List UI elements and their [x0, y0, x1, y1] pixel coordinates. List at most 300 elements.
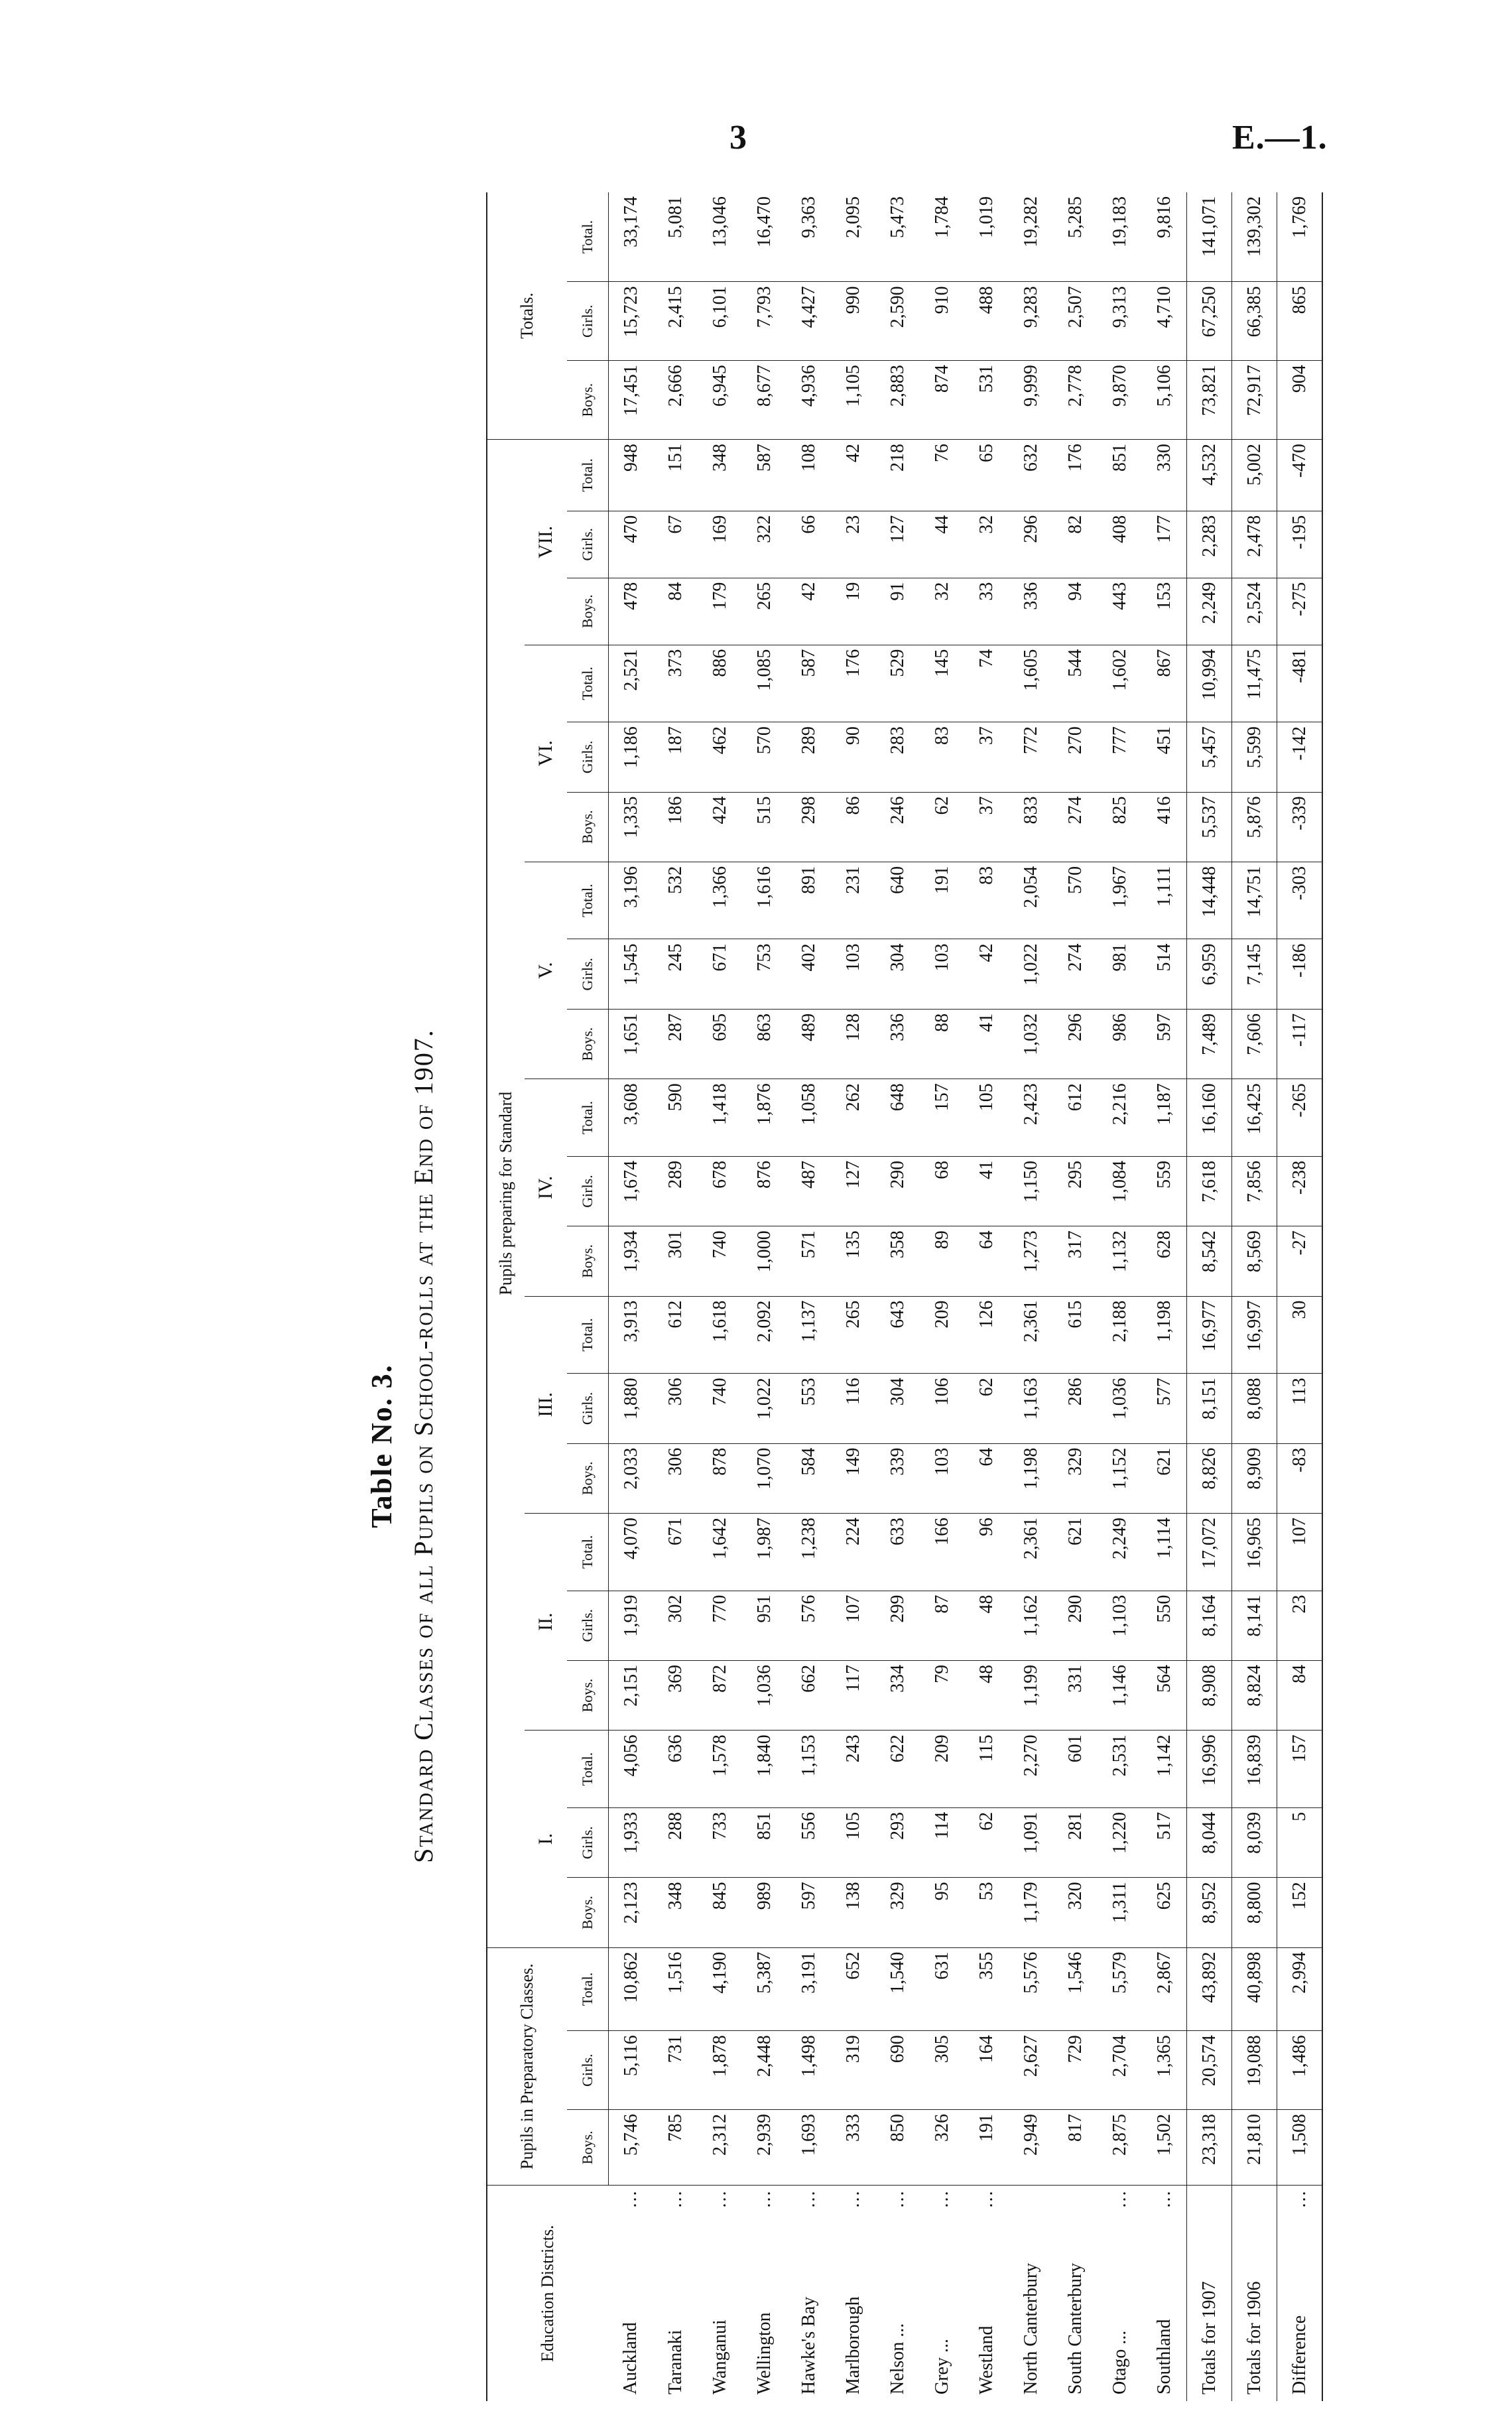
table-cell: 306 — [653, 1443, 698, 1513]
table-cell: 652 — [831, 1947, 875, 2031]
table-cell: 84 — [653, 578, 698, 645]
table-cell: 424 — [698, 792, 742, 862]
table-cell: 1,540 — [875, 1947, 920, 2031]
table-cell: 1,769 — [1277, 192, 1323, 282]
table-cell: 5,576 — [1009, 1947, 1053, 2031]
table-cell: 14,448 — [1187, 862, 1232, 939]
table-cell: 489 — [787, 1009, 831, 1079]
standard-4-header: IV. — [525, 1079, 567, 1296]
table-cell: 289 — [787, 722, 831, 792]
rotated-table-block — [328, 192, 1356, 2401]
table-cell: 9,313 — [1098, 282, 1142, 361]
table-cell: 16,977 — [1187, 1296, 1232, 1374]
district-name — [742, 2186, 787, 2401]
table-cell: -275 — [1277, 578, 1323, 645]
table-cell: 7,618 — [1187, 1156, 1232, 1226]
table-cell: 326 — [920, 2110, 964, 2186]
table-cell: 3,191 — [787, 1947, 831, 2031]
table-cell: 1,486 — [1277, 2031, 1323, 2110]
district-name — [1009, 2186, 1053, 2401]
table-cell: 470 — [609, 511, 654, 578]
table-cell: 1,187 — [1142, 1079, 1187, 1157]
table-cell: 105 — [831, 1807, 875, 1877]
table-title: Table No. 3. — [365, 1364, 398, 1528]
table-cell: 872 — [698, 1660, 742, 1730]
table-cell: 4,070 — [609, 1513, 654, 1591]
table-cell: 989 — [742, 1878, 787, 1947]
table-cell: 1,186 — [609, 722, 654, 792]
table-cell: 1,199 — [1009, 1660, 1053, 1730]
district-name — [964, 2186, 1009, 2401]
table-cell: 4,427 — [787, 282, 831, 361]
leader-dots: ... — [1289, 2190, 1310, 2208]
table-cell: 48 — [964, 1660, 1009, 1730]
table-cell: 336 — [875, 1009, 920, 1079]
table-cell: 628 — [1142, 1226, 1187, 1296]
table-cell: 1,084 — [1098, 1156, 1142, 1226]
table-cell: 5,081 — [653, 192, 698, 282]
table-cell: 15,723 — [609, 282, 654, 361]
table-cell: 2,478 — [1232, 511, 1277, 578]
table-cell: 91 — [875, 578, 920, 645]
leader-dots: ... — [664, 2190, 686, 2208]
table-cell: 5,387 — [742, 1947, 787, 2031]
table-cell: 176 — [831, 645, 875, 722]
table-cell: 948 — [609, 439, 654, 511]
table-cell: 845 — [698, 1878, 742, 1947]
table-cell: 612 — [1053, 1079, 1098, 1157]
table-cell: 1,311 — [1098, 1878, 1142, 1947]
table-cell: 296 — [1009, 511, 1053, 578]
table-cell: 53 — [964, 1878, 1009, 1947]
table-cell: 288 — [653, 1807, 698, 1877]
table-cell: 8,800 — [1232, 1878, 1277, 1947]
table-cell: 1,162 — [1009, 1591, 1053, 1660]
table-cell: 10,994 — [1187, 645, 1232, 722]
table-cell: 2,361 — [1009, 1296, 1053, 1374]
table-cell: 1,022 — [1009, 939, 1053, 1009]
table-cell: 23,318 — [1187, 2110, 1232, 2186]
table-cell: 103 — [831, 939, 875, 1009]
table-cell: 274 — [1053, 939, 1098, 1009]
table-cell: 1,335 — [609, 792, 654, 862]
table-cell: 1,498 — [787, 2031, 831, 2110]
table-cell: 37 — [964, 792, 1009, 862]
table-cell: 89 — [920, 1226, 964, 1296]
table-cell: 1,150 — [1009, 1156, 1053, 1226]
table-cell: 817 — [1053, 2110, 1098, 2186]
table-cell: 2,627 — [1009, 2031, 1053, 2110]
table-cell: 587 — [742, 439, 787, 511]
table-cell: -117 — [1277, 1009, 1323, 1079]
table-cell: 733 — [698, 1807, 742, 1877]
table-cell: 20,574 — [1187, 2031, 1232, 2110]
table-cell: 1,545 — [609, 939, 654, 1009]
table-cell: 621 — [1142, 1443, 1187, 1513]
table-cell: 369 — [653, 1660, 698, 1730]
table-cell: 1,618 — [698, 1296, 742, 1374]
table-cell: 1,036 — [742, 1660, 787, 1730]
table-cell: 1,502 — [1142, 2110, 1187, 2186]
table-cell: 612 — [653, 1296, 698, 1374]
page-number: 3 — [729, 119, 747, 157]
table-cell: 44 — [920, 511, 964, 578]
table-cell: 333 — [831, 2110, 875, 2186]
standard-classes-table — [486, 192, 1323, 2401]
table-cell: 2,524 — [1232, 578, 1277, 645]
table-cell: 290 — [875, 1156, 920, 1226]
table-cell: 1,091 — [1009, 1807, 1053, 1877]
table-cell: 16,425 — [1232, 1079, 1277, 1157]
table-cell: 90 — [831, 722, 875, 792]
table-cell: 951 — [742, 1591, 787, 1660]
table-cell: 48 — [964, 1591, 1009, 1660]
table-cell: 320 — [1053, 1878, 1098, 1947]
table-cell: 32 — [920, 578, 964, 645]
table-cell: 117 — [831, 1660, 875, 1730]
girls-subheader: Girls. — [567, 2031, 609, 2110]
table-cell: 740 — [698, 1374, 742, 1443]
table-cell: 825 — [1098, 792, 1142, 862]
table-cell: 1,153 — [787, 1731, 831, 1808]
table-cell: 891 — [787, 862, 831, 939]
table-cell: 33 — [964, 578, 1009, 645]
table-cell: 851 — [742, 1807, 787, 1877]
table-cell: 358 — [875, 1226, 920, 1296]
table-cell: 306 — [653, 1374, 698, 1443]
table-cell: 32 — [964, 511, 1009, 578]
table-cell: 878 — [698, 1443, 742, 1513]
table-cell: 128 — [831, 1009, 875, 1079]
table-cell: 1,032 — [1009, 1009, 1053, 1079]
table-cell: 4,056 — [609, 1731, 654, 1808]
total-subheader: Total. — [567, 862, 609, 939]
table-cell: 334 — [875, 1660, 920, 1730]
table-cell: 164 — [964, 2031, 1009, 2110]
table-cell: 95 — [920, 1878, 964, 1947]
table-cell: 640 — [875, 862, 920, 939]
table-cell: 245 — [653, 939, 698, 1009]
table-cell: 2,883 — [875, 361, 920, 440]
table-cell: 64 — [964, 1443, 1009, 1513]
table-cell: 590 — [653, 1079, 698, 1157]
district-name — [1098, 2186, 1142, 2401]
table-cell: 7,489 — [1187, 1009, 1232, 1079]
table-cell: 1,880 — [609, 1374, 654, 1443]
table-cell: -195 — [1277, 511, 1323, 578]
boys-subheader: Boys. — [567, 1009, 609, 1079]
table-cell: 8,542 — [1187, 1226, 1232, 1296]
table-cell: 289 — [653, 1156, 698, 1226]
table-cell: 336 — [1009, 578, 1053, 645]
table-cell: 833 — [1009, 792, 1053, 862]
table-cell: 40,898 — [1232, 1947, 1277, 2031]
table-cell: 83 — [920, 722, 964, 792]
table-cell: 753 — [742, 939, 787, 1009]
standard-5-header: V. — [525, 862, 567, 1079]
table-cell: 141,071 — [1187, 192, 1232, 282]
table-cell: 1,616 — [742, 862, 787, 939]
table-cell: 16,965 — [1232, 1513, 1277, 1591]
table-cell: 1,137 — [787, 1296, 831, 1374]
table-cell: 8,569 — [1232, 1226, 1277, 1296]
table-cell: 16,160 — [1187, 1079, 1232, 1157]
district-name — [1142, 2186, 1187, 2401]
table-cell: 1,238 — [787, 1513, 831, 1591]
table-cell: 246 — [875, 792, 920, 862]
table-cell: 301 — [653, 1226, 698, 1296]
table-cell: 23 — [1277, 1591, 1323, 1660]
standard-3-header: III. — [525, 1296, 567, 1513]
table-cell: 1,674 — [609, 1156, 654, 1226]
table-row — [1277, 192, 1323, 2401]
table-cell: 17,451 — [609, 361, 654, 440]
table-cell: 443 — [1098, 578, 1142, 645]
table-cell: 6,959 — [1187, 939, 1232, 1009]
table-cell: 317 — [1053, 1226, 1098, 1296]
table-cell: 21,810 — [1232, 2110, 1277, 2186]
district-name — [653, 2186, 698, 2401]
standard-2-header: II. — [525, 1513, 567, 1730]
table-cell: 402 — [787, 939, 831, 1009]
table-cell: 1,642 — [698, 1513, 742, 1591]
table-cell: 695 — [698, 1009, 742, 1079]
table-cell: 107 — [1277, 1513, 1323, 1591]
table-cell: 66,385 — [1232, 282, 1277, 361]
table-cell: 571 — [787, 1226, 831, 1296]
boys-subheader: Boys. — [567, 361, 609, 440]
table-cell: 86 — [831, 792, 875, 862]
table-cell: 113 — [1277, 1374, 1323, 1443]
district-label: Wanganui — [709, 2320, 730, 2394]
table-cell: 1,103 — [1098, 1591, 1142, 1660]
table-cell: 678 — [698, 1156, 742, 1226]
girls-subheader: Girls. — [567, 1591, 609, 1660]
table-cell: 151 — [653, 439, 698, 511]
table-row — [742, 192, 787, 2401]
table-row — [1187, 192, 1232, 2401]
table-row — [1053, 192, 1098, 2401]
table-cell: 2,666 — [653, 361, 698, 440]
table-cell: 16,839 — [1232, 1731, 1277, 1808]
table-cell: 348 — [698, 439, 742, 511]
table-cell: 8,164 — [1187, 1591, 1232, 1660]
girls-subheader: Girls. — [567, 511, 609, 578]
table-cell: 126 — [964, 1296, 1009, 1374]
leader-dots: ... — [842, 2190, 863, 2208]
table-cell: 138 — [831, 1878, 875, 1947]
table-cell: 2,778 — [1053, 361, 1098, 440]
table-cell: 8,952 — [1187, 1878, 1232, 1947]
table-cell: 1,111 — [1142, 862, 1187, 939]
table-cell: 904 — [1277, 361, 1323, 440]
table-cell: 636 — [653, 1731, 698, 1808]
table-cell: 910 — [920, 282, 964, 361]
table-cell: 209 — [920, 1731, 964, 1808]
table-cell: 5,116 — [609, 2031, 654, 2110]
table-cell: 577 — [1142, 1374, 1187, 1443]
leader-dots: ... — [931, 2190, 952, 2208]
table-cell: 2,249 — [1098, 1513, 1142, 1591]
table-cell: 1,058 — [787, 1079, 831, 1157]
table-cell: 3,196 — [609, 862, 654, 939]
table-cell: 2,939 — [742, 2110, 787, 2186]
total-subheader: Total. — [567, 439, 609, 511]
table-cell: 287 — [653, 1009, 698, 1079]
table-cell: 601 — [1053, 1731, 1098, 1808]
district-label: Difference — [1289, 2315, 1310, 2394]
table-cell: 9,870 — [1098, 361, 1142, 440]
table-cell: 553 — [787, 1374, 831, 1443]
table-cell: 157 — [1277, 1731, 1323, 1808]
table-subtitle — [408, 491, 439, 2401]
table-cell: 2,949 — [1009, 2110, 1053, 2186]
table-cell: 79 — [920, 1660, 964, 1730]
table-cell: 570 — [1053, 862, 1098, 939]
table-cell: 2,507 — [1053, 282, 1098, 361]
table-cell: 1,693 — [787, 2110, 831, 2186]
table-cell: 1,019 — [964, 192, 1009, 282]
table-cell: 74 — [964, 645, 1009, 722]
table-cell: 5,579 — [1098, 1947, 1142, 2031]
table-cell: 283 — [875, 722, 920, 792]
table-cell: 187 — [653, 722, 698, 792]
table-cell: 153 — [1142, 578, 1187, 645]
table-cell: 115 — [964, 1731, 1009, 1808]
district-name — [920, 2186, 964, 2401]
table-cell: 690 — [875, 2031, 920, 2110]
table-cell: 145 — [920, 645, 964, 722]
table-cell: 1,516 — [653, 1947, 698, 2031]
table-cell: 177 — [1142, 511, 1187, 578]
leader-dots: ... — [798, 2190, 819, 2208]
table-cell: 296 — [1053, 1009, 1098, 1079]
boys-subheader: Boys. — [567, 1226, 609, 1296]
district-label: Taranaki — [664, 2329, 686, 2394]
table-cell: 67,250 — [1187, 282, 1232, 361]
table-cell: 570 — [742, 722, 787, 792]
table-cell: 65 — [964, 439, 1009, 511]
table-row — [653, 192, 698, 2401]
table-cell: 1,132 — [1098, 1226, 1142, 1296]
table-cell: -265 — [1277, 1079, 1323, 1157]
table-cell: 299 — [875, 1591, 920, 1660]
table-cell: 9,999 — [1009, 361, 1053, 440]
table-cell: 550 — [1142, 1591, 1187, 1660]
table-cell: 16,470 — [742, 192, 787, 282]
table-cell: 2,521 — [609, 645, 654, 722]
table-cell: 576 — [787, 1591, 831, 1660]
district-label: Marlborough — [842, 2296, 863, 2394]
table-cell: 564 — [1142, 1660, 1187, 1730]
table-cell: 633 — [875, 1513, 920, 1591]
table-cell: 1,163 — [1009, 1374, 1053, 1443]
table-cell: 7,606 — [1232, 1009, 1277, 1079]
table-cell: 2,054 — [1009, 862, 1053, 939]
table-cell: 319 — [831, 2031, 875, 2110]
table-cell: 7,145 — [1232, 939, 1277, 1009]
table-row — [787, 192, 831, 2401]
table-cell: 1,198 — [1142, 1296, 1187, 1374]
table-cell: 87 — [920, 1591, 964, 1660]
table-cell: 1,933 — [609, 1807, 654, 1877]
table-cell: 103 — [920, 939, 964, 1009]
table-cell: 5,457 — [1187, 722, 1232, 792]
leader-dots: ... — [709, 2190, 730, 2208]
table-cell: 94 — [1053, 578, 1098, 645]
table-row — [875, 192, 920, 2401]
table-cell: 625 — [1142, 1878, 1187, 1947]
standard-7-header: VII. — [525, 439, 567, 645]
totals-header: Totals. — [487, 192, 567, 439]
table-cell: 286 — [1053, 1374, 1098, 1443]
table-cell: 41 — [964, 1156, 1009, 1226]
total-subheader: Total. — [567, 1947, 609, 2031]
table-cell: 218 — [875, 439, 920, 511]
table-cell: 462 — [698, 722, 742, 792]
table-wrapper — [486, 192, 1323, 2401]
table-cell: 3,913 — [609, 1296, 654, 1374]
table-cell: 72,917 — [1232, 361, 1277, 440]
table-cell: 532 — [653, 862, 698, 939]
table-cell: 19 — [831, 578, 875, 645]
table-cell: 186 — [653, 792, 698, 862]
table-cell: 1,105 — [831, 361, 875, 440]
table-cell: 1,605 — [1009, 645, 1053, 722]
table-cell: 597 — [787, 1878, 831, 1947]
table-cell: 729 — [1053, 2031, 1098, 2110]
table-cell: 1,546 — [1053, 1947, 1098, 2031]
table-cell: 1,878 — [698, 2031, 742, 2110]
table-row — [609, 192, 654, 2401]
table-cell: 631 — [920, 1947, 964, 2031]
table-cell: 1,919 — [609, 1591, 654, 1660]
table-cell: 1,114 — [1142, 1513, 1187, 1591]
standard-1-header: I. — [525, 1731, 567, 1947]
table-cell: 64 — [964, 1226, 1009, 1296]
table-cell: 615 — [1053, 1296, 1098, 1374]
table-cell: 517 — [1142, 1807, 1187, 1877]
total-subheader: Total. — [567, 1296, 609, 1374]
table-cell: 5,876 — [1232, 792, 1277, 862]
district-label: Nelson ... — [887, 2323, 908, 2394]
district-label: South Canterbury — [1064, 2262, 1086, 2394]
table-cell: 16,996 — [1187, 1731, 1232, 1808]
table-cell: 2,188 — [1098, 1296, 1142, 1374]
table-cell: 7,856 — [1232, 1156, 1277, 1226]
table-cell: 13,046 — [698, 192, 742, 282]
table-cell: 103 — [920, 1443, 964, 1513]
table-cell: 41 — [964, 1009, 1009, 1079]
boys-subheader: Boys. — [567, 1878, 609, 1947]
table-cell: 5,002 — [1232, 439, 1277, 511]
table-cell: 305 — [920, 2031, 964, 2110]
table-cell: 1,220 — [1098, 1807, 1142, 1877]
table-cell: 73,821 — [1187, 361, 1232, 440]
table-cell: 981 — [1098, 939, 1142, 1009]
table-cell: 8,039 — [1232, 1807, 1277, 1877]
table-cell: 10,862 — [609, 1947, 654, 2031]
table-cell: 8,151 — [1187, 1374, 1232, 1443]
table-cell: 304 — [875, 939, 920, 1009]
table-cell: 107 — [831, 1591, 875, 1660]
table-row — [1098, 192, 1142, 2401]
table-cell: 1,784 — [920, 192, 964, 282]
table-cell: 166 — [920, 1513, 964, 1591]
district-label: Wellington — [753, 2312, 775, 2394]
table-cell: 2,095 — [831, 192, 875, 282]
table-cell: 876 — [742, 1156, 787, 1226]
